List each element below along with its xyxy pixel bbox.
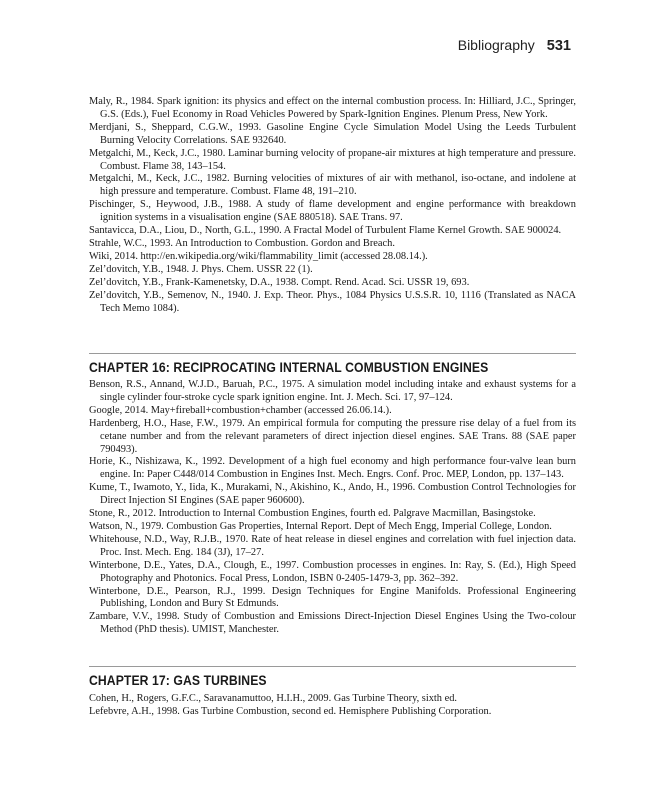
- section-divider: [89, 353, 576, 354]
- chapter-16-heading: CHAPTER 16: RECIPROCATING INTERNAL COMBUSTION ENGINES: [89, 360, 489, 376]
- reference-entry: Kume, T., Iwamoto, Y., Iida, K., Murakami, N., Akishino, K., Ando, H., 1996. Combustion Control Technologies for Direct Injection SI Engines (SAE paper 960600).: [89, 482, 576, 507]
- reference-entry: Strahle, W.C., 1993. An Introduction to Combustion. Gordon and Breach.: [89, 237, 395, 249]
- reference-list-chapter-16: [89, 379, 576, 637]
- reference-entry: Horie, K., Nishizawa, K., 1992. Development of a high fuel economy and high performance four-valve lean burn engine. In: Paper C448/014 Combustion in Engines Inst. Mech. Engrs. Conf. Proc. MEP, London, pp. 137–143.: [89, 456, 576, 481]
- reference-list-chapter-15: [89, 96, 576, 315]
- reference-entry: Cohen, H., Rogers, G.F.C., Saravanamuttoo, H.I.H., 2009. Gas Turbine Theory, sixth ed.: [89, 693, 458, 704]
- reference-entry: Metgalchi, M., Keck, J.C., 1982. Burning velocities of mixtures of air with methanol, iso-octane, and indolene at high pressure and temperature. Combust. Flame 48, 191–210.: [89, 173, 576, 198]
- reference-entry: Stone, R., 2012. Introduction to Internal Combustion Engines, fourth ed. Palgrave Macmillan, Basingstoke.: [89, 508, 536, 520]
- reference-entry: Winterbone, D.E., Yates, D.A., Clough, E., 1997. Combustion processes in engines. In: Ray, S. (Ed.), High Speed Photography and Photonics. Focal Press, London, ISBN 0-2405-1479-3, pp. 362–392.: [89, 559, 576, 584]
- reference-entry: Metgalchi, M., Keck, J.C., 1980. Laminar burning velocity of propane-air mixtures at high temperature and pressure. Combust. Flame 38, 143–154.: [89, 147, 576, 172]
- reference-entry: Zel’dovitch, Y.B., Semenov, N., 1940. J. Exp. Theor. Phys., 1084 Physics U.S.S.R. 10, 1116 (Translated as NACA Tech Memo 1084).: [89, 289, 576, 314]
- reference-entry: Merdjani, S., Sheppard, C.G.W., 1993. Gasoline Engine Cycle Simulation Model Using the Leeds Turbulent Burning Velocity Correlations. SAE 932640.: [89, 121, 576, 146]
- reference-list-chapter-17: [89, 693, 576, 719]
- section-divider: [89, 666, 576, 667]
- reference-entry: Watson, N., 1979. Combustion Gas Properties, Internal Report. Dept of Mech Engg, Imperial College, London.: [89, 520, 552, 532]
- running-title: Bibliography: [457, 37, 535, 53]
- reference-entry: Hardenberg, H.O., Hase, F.W., 1979. An empirical formula for computing the pressure rise delay of a fuel from its cetane number and from the relevant parameters of direct injection diesel engines. SAE Trans. 88 (SAE paper 790493).: [89, 417, 576, 455]
- running-header: [458, 37, 571, 54]
- reference-entry: Lefebvre, A.H., 1998. Gas Turbine Combustion, second ed. Hemisphere Publishing Corporation.: [89, 705, 492, 717]
- chapter-17-heading: CHAPTER 17: GAS TURBINES: [89, 673, 267, 689]
- reference-entry: Pischinger, S., Heywood, J.B., 1988. A study of flame development and engine performance with breakdown ignition systems in a visualisation engine (SAE 880518). SAE Trans. 97.: [89, 199, 576, 224]
- reference-entry: Google, 2014. May+fireball+combustion+chamber (accessed 26.06.14.).: [89, 404, 392, 416]
- reference-entry: Zambare, V.V., 1998. Study of Combustion and Emissions Direct-Injection Diesel Engines Using the Two-colour Method (PhD thesis). UMIST, Manchester.: [89, 611, 576, 636]
- reference-entry: Whitehouse, N.D., Way, R.J.B., 1970. Rate of heat release in diesel engines and correlation with fuel injection data. Proc. Inst. Mech. Eng. 184 (3J), 17–27.: [89, 533, 576, 558]
- page-number: 531: [546, 38, 571, 54]
- reference-entry: Santavicca, D.A., Liou, D., North, G.L., 1990. A Fractal Model of Turbulent Flame Kernel Growth. SAE 900024.: [89, 225, 562, 237]
- reference-entry: Benson, R.S., Annand, W.J.D., Baruah, P.C., 1975. A simulation model including intake and exhaust systems for a single cylinder four-stroke cycle spark ignition engine. Int. J. Mech. Sci. 17, 97–124.: [89, 379, 576, 403]
- reference-entry: Wiki, 2014. http://en.wikipedia.org/wiki/flammability_limit (accessed 28.08.14.).: [89, 250, 428, 262]
- reference-entry: Maly, R., 1984. Spark ignition: its physics and effect on the internal combustion process. In: Hilliard, J.C., Springer, G.S. (Eds.), Fuel Economy in Road Vehicles Powered by Spark-Ignition Engines. Plenum Press, New York.: [89, 96, 576, 120]
- reference-entry: Zel’dovitch, Y.B., Frank-Kamenetsky, D.A., 1938. Compt. Rend. Acad. Sci. USSR 19, 693.: [89, 276, 470, 288]
- reference-entry: Zel’dovitch, Y.B., 1948. J. Phys. Chem. USSR 22 (1).: [89, 263, 313, 275]
- reference-entry: Winterbone, D.E., Pearson, R.J., 1999. Design Techniques for Engine Manifolds. Professional Engineering Publishing, London and Bury St Edmunds.: [89, 585, 576, 610]
